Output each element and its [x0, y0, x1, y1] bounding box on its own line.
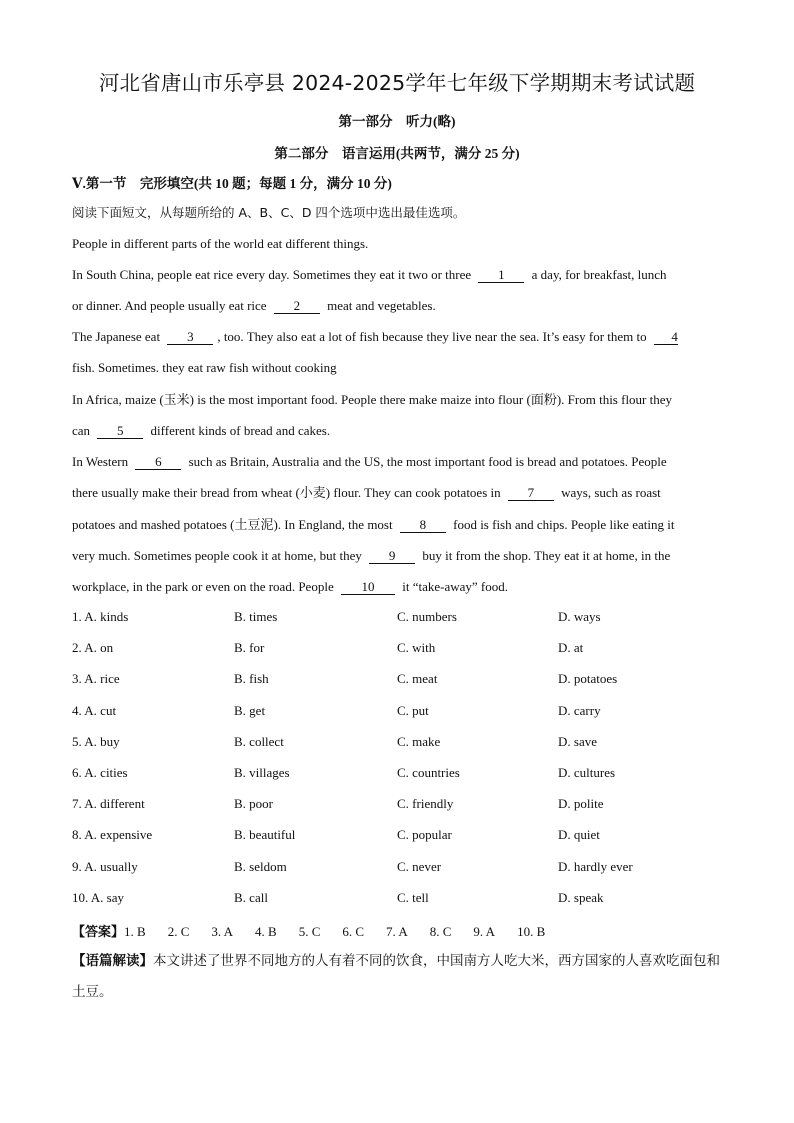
answer-item: 1. B	[124, 924, 146, 939]
passage-text: very much. Sometimes people cook it at home, but they	[72, 548, 362, 563]
passage-text: ways, such as roast	[561, 485, 661, 500]
option-c: C. meat	[397, 671, 438, 686]
option-b: B. call	[234, 890, 268, 905]
passage-text: can	[72, 423, 91, 438]
option-d: D. carry	[558, 703, 601, 718]
option-c: C. put	[397, 703, 429, 718]
answer-item: 9. A	[473, 924, 496, 939]
part-one-heading: 第一部分 听力(略)	[338, 114, 456, 129]
option-c: C. with	[397, 640, 436, 655]
option-b: B. villages	[234, 765, 290, 780]
passage-text: In South China, people eat rice every day. Sometimes they eat it two or three	[72, 267, 472, 282]
answer-line	[72, 921, 567, 940]
passage-text: buy it from the shop. They eat it at home, in the	[422, 548, 671, 563]
option-a: 5. A. buy	[72, 734, 120, 749]
option-c: C. friendly	[397, 796, 454, 811]
answer-item: 3. A	[211, 924, 234, 939]
passage-text: In Western	[72, 454, 129, 469]
option-b: B. fish	[234, 671, 269, 686]
option-b: B. beautiful	[234, 827, 296, 842]
answer-item: 6. C	[342, 924, 365, 939]
passage-text: a day, for breakfast, lunch	[531, 267, 667, 282]
option-d: D. ways	[558, 609, 601, 624]
passage-line	[72, 391, 722, 409]
option-c: C. never	[397, 859, 442, 874]
option-a: 9. A. usually	[72, 859, 138, 874]
option-a: 6. A. cities	[72, 765, 128, 780]
passage-text: it “take-away” food.	[402, 579, 508, 594]
blank-9: 9	[369, 549, 415, 564]
blank-6: 6	[135, 455, 181, 470]
passage-text: such as Britain, Australia and the US, the most important food is bread and potatoes. People	[188, 454, 667, 469]
option-d: D. save	[558, 734, 597, 749]
option-b: B. collect	[234, 734, 284, 749]
passage-text: food is fish and chips. People like eating it	[453, 517, 675, 532]
option-d: D. potatoes	[558, 671, 618, 686]
passage-text: People in different parts of the world eat different things.	[72, 236, 369, 251]
passage-text: , too. They also eat a lot of fish because they live near the sea. It’s easy for them to	[217, 329, 647, 344]
option-a: 8. A. expensive	[72, 827, 153, 842]
option-d: D. hardly ever	[558, 859, 633, 874]
option-a: 7. A. different	[72, 796, 145, 811]
option-d: D. speak	[558, 890, 604, 905]
explanation-text: 本文讲述了世界不同地方的人有着不同的饮食，中国南方人吃大米，西方国家的人喜欢吃面包和土豆。	[72, 953, 720, 999]
option-a: 10. A. say	[72, 890, 124, 905]
blank-3: 3	[167, 330, 213, 345]
passage-line	[72, 328, 722, 346]
option-a: 3. A. rice	[72, 671, 120, 686]
page-title: 河北省唐山市乐亭县 2024-2025学年七年级下学期期末考试试题	[98, 71, 696, 95]
option-b: B. get	[234, 703, 266, 718]
option-d: D. cultures	[558, 765, 616, 780]
passage-line	[72, 453, 722, 471]
passage-line	[72, 578, 722, 596]
blank-1: 1	[478, 268, 524, 283]
blank-5: 5	[97, 424, 143, 439]
passage-text: fish. Sometimes. they eat raw fish without cooking	[72, 360, 337, 375]
explanation-label: 【语篇解读】	[72, 953, 153, 968]
option-b: B. for	[234, 640, 265, 655]
option-d: D. polite	[558, 796, 604, 811]
passage-text: workplace, in the park or even on the road. People	[72, 579, 334, 594]
option-a: 4. A. cut	[72, 703, 117, 718]
explanation	[72, 945, 722, 1007]
passage-line	[72, 235, 722, 253]
option-d: D. at	[558, 640, 584, 655]
passage-text: there usually make their bread from wheat (小麦) flour. They can cook potatoes in	[72, 485, 501, 500]
passage-line	[72, 547, 722, 565]
blank-2: 2	[274, 299, 320, 314]
passage-text: The Japanese eat	[72, 329, 161, 344]
option-d: D. quiet	[558, 827, 600, 842]
option-a: 1. A. kinds	[72, 609, 129, 624]
answer-item: 5. C	[298, 924, 321, 939]
passage-line	[72, 359, 722, 377]
option-b: B. poor	[234, 796, 273, 811]
passage-text: In Africa, maize (玉米) is the most important food. People there make maize into flour (面粉). From this flour they	[72, 392, 673, 407]
answer-item: 10. B	[517, 924, 546, 939]
passage-text: different kinds of bread and cakes.	[150, 423, 331, 438]
option-b: B. seldom	[234, 859, 287, 874]
answer-item: 8. C	[429, 924, 452, 939]
answer-item: 2. C	[167, 924, 190, 939]
section-heading: Ⅴ.第一节 完形填空(共 10 题；每题 1 分，满分 10 分)	[72, 176, 392, 191]
option-b: B. times	[234, 609, 278, 624]
blank-10: 10	[341, 580, 395, 595]
answer-label: 【答案】	[72, 924, 125, 939]
passage-text: potatoes and mashed potatoes (土豆泥). In England, the most	[72, 517, 393, 532]
passage-line	[72, 484, 722, 502]
blank-8: 8	[400, 518, 446, 533]
option-c: C. tell	[397, 890, 429, 905]
option-c: C. popular	[397, 827, 452, 842]
passage-line	[72, 297, 722, 315]
passage-text: or dinner. And people usually eat rice	[72, 298, 267, 313]
option-c: C. numbers	[397, 609, 457, 624]
blank-7: 7	[508, 486, 554, 501]
option-c: C. countries	[397, 765, 460, 780]
option-a: 2. A. on	[72, 640, 114, 655]
instruction-text: 阅读下面短文，从每题所给的 A、B、C、D 四个选项中选出最佳选项。	[72, 205, 466, 220]
passage-line	[72, 266, 722, 284]
passage-text: meat and vegetables.	[327, 298, 436, 313]
answer-item: 4. B	[255, 924, 277, 939]
part-two-heading: 第二部分 语言运用(共两节，满分 25 分)	[274, 146, 520, 161]
blank-4: 4	[654, 330, 678, 345]
answer-item: 7. A	[386, 924, 408, 939]
passage-line	[72, 422, 722, 440]
option-c: C. make	[397, 734, 441, 749]
passage-line	[72, 516, 722, 534]
